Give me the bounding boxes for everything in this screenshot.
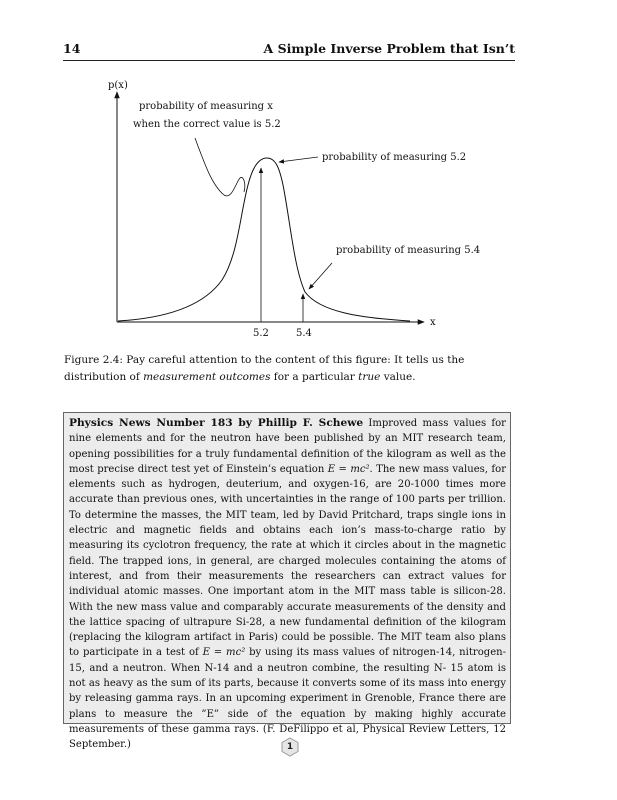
tick-label-5.2: 5.2 — [253, 328, 269, 339]
caption-emph-outcomes: measurement outcomes — [143, 371, 271, 383]
distribution-figure — [0, 0, 617, 345]
page-number: 14 — [63, 41, 81, 56]
distribution-curve — [118, 158, 410, 321]
annotation-peak: probability of measuring 5.2 — [322, 152, 467, 163]
annotation-curve-line2: when the correct value is 5.2 — [133, 119, 281, 130]
y-axis-label: p(x) — [108, 80, 128, 91]
annotation-peak-arrow — [279, 157, 318, 162]
news-box — [63, 412, 511, 751]
caption-emph-true: true — [358, 371, 381, 383]
tick-label-5.4: 5.4 — [296, 328, 312, 339]
annotation-curve-pointer — [195, 138, 245, 196]
news-box-title: Physics News Number 183 by Phillip F. Schewe — [69, 417, 364, 429]
news-text-c: by using its mass values of nitrogen-14, nitrogen-15, and a neutron. When N-14 and a neutron combine, the resulting N- 15 atom is not as heavy as the sum of its parts, because it converts some of its mass into energy by releasing gamma rays. In an upcoming experiment in Grenoble, France there are plans to measure the ”E” side of the equation by making highly accurate measurements of these gamma rays. (F. DeFilippo et al, Physical Review Letters, 12 September.) — [69, 647, 506, 751]
news-text-a: Improved mass values for nine elements and for the neutron have been published by an MIT research team, opening possibilities for a truly fundamental definition of the kilogram as well as the most precise direct test yet of Einstein’s equation — [69, 418, 506, 475]
equation-1: E = mc² — [327, 463, 370, 475]
x-axis-label: x — [430, 317, 436, 328]
caption-prefix: Figure 2.4: Pay careful attention to the content of this figure: It tells us the distribution of — [64, 354, 465, 383]
caption-middle: for a particular — [270, 371, 359, 383]
annotation-tail-arrow — [309, 263, 332, 289]
annotation-tail: probability of measuring 5.4 — [336, 245, 481, 256]
annotation-curve-line1: probability of measuring x — [139, 101, 273, 112]
page-badge — [280, 737, 300, 757]
running-title: A Simple Inverse Problem that Isn’t — [263, 41, 515, 56]
figure-caption — [64, 352, 514, 386]
page-badge-number: 1 — [286, 742, 294, 752]
equation-2: E = mc² — [202, 647, 246, 659]
news-text-b: . The new mass values, for elements such as hydrogen, deuterium, and oxygen-16, are 20-1000 times more accurate than previous ones, with uncertainties in the range of 100 parts per trillion. To determine the masses, the MIT team, led by David Pritchard, traps single ions in electric and magnetic fields and obtains each ion’s mass-to-charge ratio by measuring its cyclotron frequency, the rate at which it circles about in the magnetic field. The trapped ions, in general, are charged molecules containing the atoms of interest, and from their measurements the researchers can extract values for individual atomic masses. One important atom in the MIT mass table is silicon-28. With the new mass value and comparably accurate measurements of the density and the lattice spacing of ultrapure Si-28, a new fundamental definition of the kilogram (replacing the kilogram artifact in Paris) could be possible. The MIT team also plans to participate in a test of — [69, 463, 506, 659]
caption-suffix: value. — [380, 371, 416, 383]
